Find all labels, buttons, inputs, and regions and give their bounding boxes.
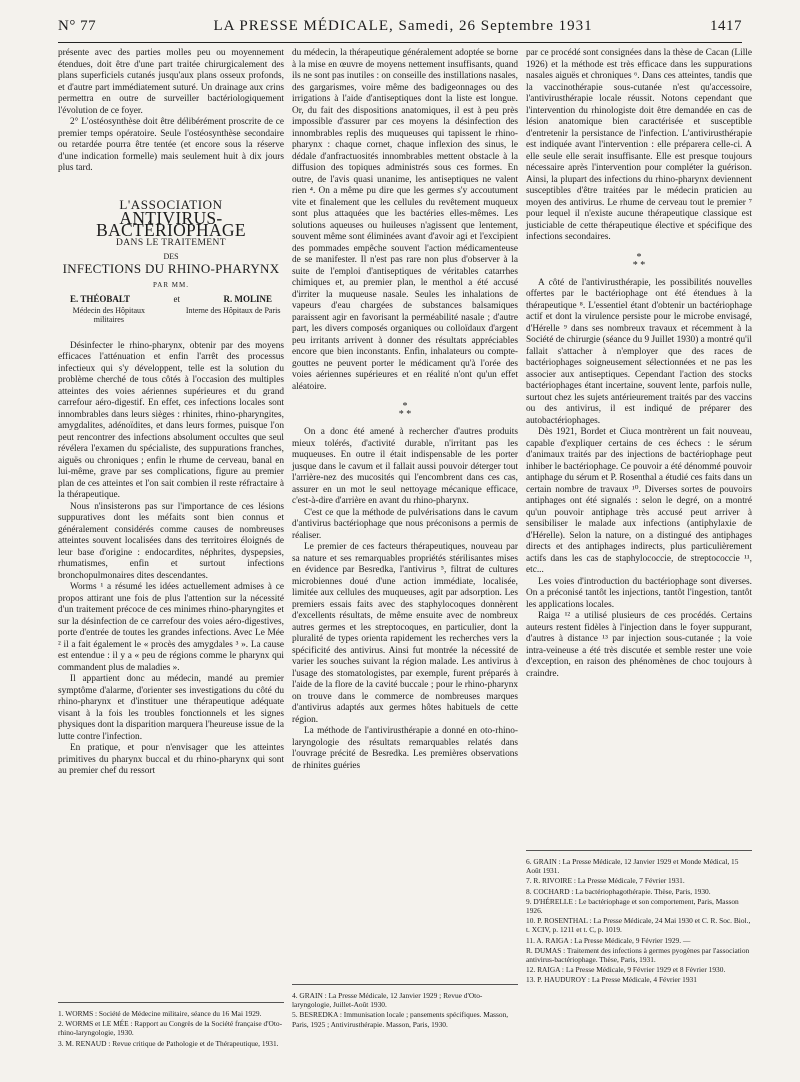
section-separator: * * * (632, 251, 646, 271)
page-number: 1417 (710, 17, 742, 34)
header-rule (58, 42, 742, 43)
paragraph: En pratique, et pour n'envisager que les atteintes primitives du pharynx buccal et du rhino-pharynx qui sont au premier chef du ressort (58, 743, 284, 776)
issue-number: N° 77 (58, 17, 97, 34)
paragraph: Le premier de ces facteurs thérapeutiques, nouveau par sa nature et ses remarquables propriétés stérilisantes mises en évidence par Besredka, l'antivirus ⁵, filtrat de cultures microbiennes doué d'une action immédiate, localisée, limitée aux cellules des muqueuses, agit par adsorption. Les premiers essais faits avec des staphylocoques donnèrent d'excellents résultats, de même ensuite avec de nombreux autres germes et les streptocoques, en particulier, dont la pluralité de types orienta rapidement les recherches vers la spécificité des antivirus. Ainsi fut montrée la nécessité de varier les souches suivant la région malade. Les antivirus à l'usage des stomatologistes, par exemple, furent préparés à l'aide de la flore de la cavité buccale ; pour le rhino-pharynx on trouve dans le commerce de nombreuses marques d'antivirus adaptés aux germes hôtes habituels de cette région. (292, 542, 518, 725)
footnote: 4. GRAIN : La Presse Médicale, 12 Janvier 1929 ; Revue d'Oto-laryngologie, Juillet-Août 1930. (292, 991, 483, 1010)
column-2 (292, 48, 518, 772)
paragraph: Désinfecter le rhino-pharynx, obtenir par des moyens efficaces l'atténuation et enfin l'arrêt des processus infectieux qui s'y développent, telle est la solution du problème cherché de tous côtés à l'occasion des multiples atteintes des voies aériennes supérieures et du grand carrefour aéro-digestif. En effet, ces infections locales sont innombrables dans leurs sièges : rhinites, rhino-pharyngites, amygdalites, adénoïdites, et dans leurs formes, puisque l'on peut rencontrer des infections absolument occultes que seul révélera l'examen du spécialiste, des suppurations franches, aiguës ou chroniques ; enfin le rhume de cerveau, banal en lui-même, grave par ses complications, figure au premier plan de ces atteintes et l'on sait combien il reste réfractaire à la thérapeutique. (58, 340, 284, 500)
footnote: 9. D'HÉRELLE : Le bactériophage et son comportement, Paris, Masson 1926. (526, 896, 739, 916)
paragraph: Il appartient donc au médecin, mandé au premier symptôme d'alarme, d'orienter ses investigations du côté du rhino-pharynx et d'instituer une thérapeutique adéquate visant à la fois les troubles fonctionnels et les signes physiques dont la disparition marquera l'heureuse issue de la lutte contre l'infection. (58, 674, 284, 742)
paragraph: Les voies d'introduction du bactériophage sont diverses. On a préconisé tantôt les injections, tantôt l'ingestion, tantôt les applications locales. (526, 576, 752, 610)
footnote: R. DUMAS : Traitement des infections à germes pyogènes par l'association antivirus-bactériophage. Thèse, Paris, 1931. (526, 945, 750, 965)
authors (58, 294, 284, 306)
paragraph: du médecin, la thérapeutique généralement adoptée se borne à la mise en œuvre de moyens nettement insuffisants, quand ils ne sont pas inutiles : on conseille des instillations nasales, des gargarismes, voire même des badigeonnages ou des irrigations à l'aide d'antiseptiques dont la liste est longue. Or, du fait des dispositions anatomiques, il est à peu près impossible d'assurer par ces moyens la désinfection des innombrables replis des muqueuses qui tapissent le rhino-pharynx : chaque cornet, chaque inflexion des sinus, le dédale d'anfractuosités innombrables mettent obstacle à la diffusion des topiques administrés sous ces formes. En outre, de l'avis quasi unanime, les antiseptiques ne valent rien ⁴. On a même pu dire que les germes s'y accoutument vite et finalement que les cellules du revêtement muqueux sont plus attaquées que les bactéries elles-mêmes. Les solutions aqueuses ou huileuses n'agissent que lentement, souvent même sont éliminées avant d'avoir agi et l'excipient des pommades empêche souvent l'action médicamenteuse de se manifester. Il n'est pas rare non plus d'observer à la suite de l'emploi d'antiseptiques de véritables catarrhes chimiques et, au premier plan, le menthol a été accusé d'irriter la muqueuse nasale. Seules les inhalations de vapeurs d'eau chargées de substances balsamiques paraissent agir en favorisant la perméabilité nasale ; d'autre part, les divers composés organiques ou colloïdaux d'argent peu irritants arrivent à donner des résultats appréciables encore que bien inconstants. Enfin, inhalateurs ou compte-gouttes ne peuvent porter le médicament qu'à l'orée des voies aériennes supérieures et en réalité n'ont qu'un effet aléatoire. (292, 48, 518, 392)
footnote: 5. BESREDKA : Immunisation locale ; pansements spécifiques. Masson, Paris, 1925 ; Antivirusthérapie. Masson, Paris, 1930. (292, 1010, 509, 1029)
footnotes (526, 850, 752, 986)
paragraph: par ce procédé sont consignées dans la thèse de Cacan (Lille 1926) et la méthode est très efficace dans les suppurations nasales aiguës et chroniques ⁶. Dans ces atteintes, tandis que la vaccinothérapie sous-cutanée n'est qu'accessoire, l'antivirusthérapie locale réussit. Notons cependant que l'intervention du rhinologiste doit être demandée en cas de lésion anatomique bien caractérisée et susceptible d'entretenir la persistance de l'infection. L'antivirusthérapie est indiquée avant l'intervention : elle préparera celle-ci. A elle seule elle serait insuffisante. Elle est presque toujours nécessaire après l'intervention pour compléter la guérison. Ainsi, la plupart des infections du rhino-pharynx deviennent susceptibles d'être traitées par le médecin praticien au moyen des antivirus. Le rhume de cerveau tout le premier ⁷ pour lequel il n'existe aucune thérapeutique classique est justiciable de cette thérapeutique élective et spécifique des infections secondaires. (526, 48, 752, 242)
footnote: 8. COCHARD : La bactériophagothérapie. Thèse, Paris, 1930. (526, 886, 711, 896)
footnotes (292, 984, 518, 1030)
footnotes (58, 1002, 284, 1049)
affiliations (58, 306, 284, 325)
footnote: 11. A. RAIGA : La Presse Médicale, 9 Février 1929. — (526, 935, 691, 945)
affiliation: Médecin des Hôpitaux militaires (72, 305, 146, 324)
title-line: DES (163, 251, 179, 261)
affiliation: Interne des Hôpitaux de Paris (185, 305, 281, 315)
paragraph: 2° L'ostéosynthèse doit être délibérément proscrite de ce premier temps opératoire. Seule l'ostéosynthèse secondaire ou retardée pourra être tentée (et encore sous la réserve d'une indication formelle) mais seulement huit à dix jours plus tard. (58, 117, 284, 173)
title-line: DANS LE TRAITEMENT (116, 238, 226, 248)
column-1 (58, 48, 284, 778)
title-line: ANTIVIRUS-BACTÉRIOPHAGE (96, 208, 246, 240)
paragraph: A côté de l'antivirusthérapie, les possibilités nouvelles offertes par le bactériophage ont été étendues à la thérapeutique ⁸. L'essentiel étant d'obtenir un bactériophage actif et dont la virulence persiste pour le microbe envisagé, d'Hérelle ⁹ dans ses nombreux travaux et récemment à la Société de chirurgie (séance du 9 Juillet 1930) a montré qu'il fallait s'attacher à n'employer que des races de bactériophages soigneusement sélectionnées et ne pas les associer aux antiseptiques. Cependant l'action des stocks bactériophages étant incertaine, souvent lente, parfois nulle, surtout chez les sujets antérieurement traités par des vaccins ou des antivirus, il est indiqué de préparer des autobactériophages. (526, 277, 752, 426)
article-title-block (58, 196, 284, 292)
column-3 (526, 48, 752, 680)
footnote: 12. RAIGA : La Presse Médicale, 9 Février 1929 et 8 Février 1930. (526, 965, 726, 975)
paragraph: On a donc été amené à rechercher d'autres produits mieux tolérés, d'activité durable, n'irritant pas les muqueuses. En outre il était indispensable de les porter jusque dans le cavum et il fallait aussi pouvoir déterger tout l'arrière-nez des mucosités qui l'encombrent dans ces cas, assurer en un mot le seul nettoyage mécanique efficace, c'est-à-dire d'arrière en avant du rhino-pharynx. (292, 427, 518, 506)
paragraph: Dès 1921, Bordet et Ciuca montrèrent un fait nouveau, capable d'expliquer certains de ces échecs : le sérum d'animaux traités par des injections de bactériophage peut inhiber le bactériophage. Ce pouvoir a été dénommé pouvoir antiphage du sérum et P. Rosenthal a étudié ces faits dans un certain nombre de travaux ¹⁰. Diverses sortes de pouvoirs antiphages ont été signalés : selon le degré, on a montré qu'un pouvoir antiphage très accusé peut arriver à sensibiliser le malade aux infections (antiphylaxie de d'Hérelle). Selon la nature, on a distingué des antiphages directs et des antiphages indirects, plus particulièrement actifs dans les cas de staphylococcie, de streptococcie ¹¹, etc... (526, 427, 752, 575)
paragraph: C'est ce que la méthode de pulvérisations dans le cavum d'antivirus bactériophage que nous préconisons a permis de réaliser. (292, 507, 518, 541)
footnote: 13. P. HAUDUROY : La Presse Médicale, 4 Février 1931 (526, 975, 697, 985)
journal-title: LA PRESSE MÉDICALE, Samedi, 26 Septembre 1931 (213, 17, 593, 34)
footnote: 1. WORMS : Société de Médecine militaire, séance du 16 Mai 1929. (58, 1009, 262, 1018)
title-line: L'ASSOCIATION (119, 196, 223, 212)
paragraph: La méthode de l'antivirusthérapie a donné en oto-rhino-laryngologie des résultats remarquables relatés dans l'ouvrage précité de Besredka. Les premières observations de rhinites guéries (292, 726, 518, 771)
section-separator: * * * (398, 401, 412, 420)
footnote: 6. GRAIN : La Presse Médicale, 12 Janvier 1929 et Monde Médical, 15 Août 1931. (526, 857, 739, 876)
title-line: INFECTIONS DU RHINO-PHARYNX (62, 261, 280, 276)
footnote: 3. M. RENAUD : Revue critique de Pathologie et de Thérapeutique, 1931. (58, 1038, 279, 1048)
footnote: 2. WORMS et LE MÉE : Rapport au Congrès de la Société française d'Oto-rhino-laryngologie, 1930. (58, 1019, 283, 1038)
paragraph: Worms ¹ a résumé les idées actuellement admises à ce propos attirant une fois de plus l'attention sur la nécessité d'un traitement précoce de ces minimes rhino-pharyngites et sur la désinfection de ce carrefour des voies aéro-digestives, porte d'entrée de toutes les grandes infections. Avec Le Mée ² il a fait également le « procès des amygdales ³ ». La cause est entendue : il y a « peu de régions comme le pharynx qui commandent plus de maladies ». (58, 582, 284, 673)
footnote: 10. P. ROSENTHAL : La Presse Médicale, 24 Mai 1930 et C. R. Soc. Biol., t. XCIV, p. 1211 et t. C, p. 1019. (526, 916, 751, 935)
author-name: R. MOLINE (223, 294, 272, 304)
footnote: 7. R. RIVOIRE : La Presse Médicale, 7 Février 1931. (526, 876, 685, 886)
byline-label: PAR MM. (153, 280, 189, 289)
paragraph: présente avec des parties molles peu ou moyennement étendues, doit être d'une part traitée chirurgicalement des plans superficiels cutanés jusqu'aux plans osseux profonds, et d'autre part immédiatement suturé. Un drainage aux crins permettra en outre de surveiller bactériologiquement l'évolution de ce foyer. (58, 48, 284, 116)
page-header (58, 14, 742, 38)
paragraph: Raiga ¹² a utilisé plusieurs de ces procédés. Certains auteurs restent fidèles à l'injection dans le foyer suppurant, d'autres à distance ¹³ par injection sous-cutanée ; la voie intra-veineuse a été très discutée et semble rester une voie d'exception, en raison des phénomènes de choc toujours à craindre. (526, 611, 752, 679)
paragraph: Nous n'insisterons pas sur l'importance de ces lésions suppuratives dont les méfaits sont bien connus et généralement considérés comme causes de nombreuses atteintes souvent localisées dans des territoires éloignés de leur base d'origine : endocardites, néphrites, dyspepsies, rhumatismes, enfin et surtout infections bronchopulmonaires dites descendantes. (58, 501, 284, 581)
author-name: E. THÉOBALT (70, 294, 131, 304)
author-conjunction: et (173, 294, 180, 304)
